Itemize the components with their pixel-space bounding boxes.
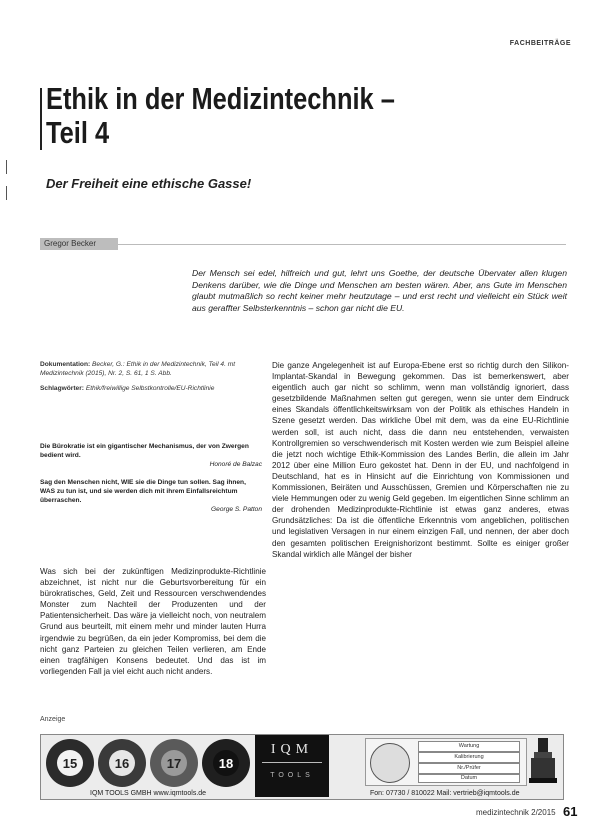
- author-divider: [118, 244, 566, 245]
- card-row: Kalibrierung: [418, 752, 520, 763]
- section-tag: FACHBEITRÄGE: [509, 40, 571, 47]
- inspection-label-card: [365, 738, 527, 786]
- body-column-left: Was sich bei der zukünftigen Medizinprodukte-Richtlinie abzeichnet, ist nicht nur die Geburtsvorbereitung für ein bürokratisches, Geld, Zeit und Ressourcen verschwendendes Monster zum Nachteil der Produzenten und der Patientensicherheit. Das wäre ja vielleicht noch, von neutralem Grund aus beurteilt, mit einem mehr und minder lauten Hurra irgendwie zu begrüßen, da ein jeder Kompromiss, bei dem die nicht ganz Parteien zu gleichen Teilen verlieren, am Ende einen tragfähigen Konsens bedeutet. Und das ist im vorliegenden Fall ja viel eicht auch nicht anders.: [40, 567, 266, 676]
- badge-18: [202, 739, 250, 787]
- badge-15: [46, 739, 94, 787]
- meta-documentation: [40, 360, 262, 378]
- meta-keywords-label: Schlagwörter:: [40, 385, 84, 392]
- meta-keywords-text: Ethik/freiwillige Selbstkontrolle/EU-Richtlinie: [85, 385, 215, 392]
- article-subtitle: Der Freiheit eine ethische Gasse!: [46, 176, 252, 191]
- article-title: [46, 82, 472, 150]
- article-lead: Der Mensch sei edel, hilfreich und gut, lehrt uns Goethe, der deutsche Übervater allen klugen Denkens darüber, wie die Dinge und Menschen am besten wären. Aber, ans Gute im Menschen glaubt mutmaßlich so recht keiner mehr heutzutage – und erst recht und vielleicht ein Stück weit aus geraffter Selbsterkenntnis – schon gar nicht die EU.: [192, 268, 567, 313]
- badge-15-number: 15: [62, 756, 78, 771]
- iqm-logo-sub: TOOLS: [270, 772, 314, 779]
- quote-1: [40, 442, 262, 469]
- page-number: 61: [563, 804, 578, 819]
- quote-1-source: Honoré de Balzac: [209, 461, 262, 468]
- quote-2-text: Sag den Menschen nicht, WIE sie die Dinge tun sollen. Sag ihnen, WAS zu tun ist, und sie werden dich mit ihrem Einfallsreichtum überraschen.: [40, 479, 246, 504]
- card-row: Wartung: [418, 741, 520, 752]
- iqm-logo-main: IQM: [270, 742, 314, 757]
- badge-17: [150, 739, 198, 787]
- quote-2-source: George S. Patton: [211, 506, 262, 513]
- margin-mark: [6, 160, 7, 174]
- badge-16-number: 16: [114, 756, 130, 771]
- meta-doc-label: Dokumentation:: [40, 361, 91, 368]
- ad-contact-text[interactable]: Fon: 07730 / 810022 Mail: vertrieb@iqmtools.de: [370, 790, 520, 797]
- margin-mark: [6, 186, 7, 200]
- ad-company-text[interactable]: IQM TOOLS GMBH www.iqmtools.de: [90, 790, 207, 797]
- title-rule: [40, 88, 42, 150]
- stamp-icon: [528, 736, 558, 786]
- badge-16: [98, 739, 146, 787]
- title-line-1: Ethik in der Medizintechnik –: [46, 81, 395, 116]
- ad-label: Anzeige: [40, 716, 66, 723]
- author-name: Gregor Becker: [44, 239, 97, 248]
- quote-2: [40, 478, 262, 514]
- card-row: Datum: [418, 774, 520, 783]
- body-column-right: Die ganze Angelegenheit ist auf Europa-Ebene erst so richtig durch den Silikon-Implantat-Skandal in Bewegung gekommen. Das ist bemerkenswert, aber eigentlich auch gar nicht so schlimm, wenn man vollständig ignoriert, dass gesetzbildende Maßnahmen selten gut geregen, wenn sie unter dem Eindruck eines Skandals öffentlichkeitswirksam von der Politik als ethisches Handeln in Szene gesetzt werden. Das wirkliche Übel mit dem, was da eine EU-Richtlinie werden soll, ist auch nicht, dass die dann neu entstehenden, verwaisten Kontrollgremien so verschwenderisch mit Kosten werden wie zum Beispiel alleine die jetzt noch wichtige Ethik-Kommission des Landes Berlin, die allein im Jahr 2012 über eine Million Euro gekostet hat. Denn in der EU, und nachfolgend in Deutschland, hat es in Hinsicht auf die Einrichtung von Kommissionen und Kommissionen, Beiräten und Ausschüssen, Gremien und Körperschaften nie zu viele Hemmungen oder zu wenig Geld gegeben. Im eigentlichen Sinne schlimm an der drohenden Medizinprodukte-Richtlinie ist etwas ganz anderes, etwas Grundsätzliches: Da ist die öffentliche Erkenntnis vom angeblichen, politischen und legislativen Versagen in nur einem einzigen Fall, und nennen, der aber doch den gesamten politischen Ereignishorizont bestimmt. Sollte es einiger großer Skandal wirklich alle Mängel der bisher: [272, 361, 569, 559]
- inspection-badges: [44, 737, 252, 789]
- footer-magazine: medizintechnik 2/2015: [476, 808, 556, 817]
- quote-1-text: Die Bürokratie ist ein gigantischer Mechanismus, der von Zwergen bedient wird.: [40, 443, 249, 459]
- card-row: Nr./Prüfer: [418, 763, 520, 774]
- badge-18-number: 18: [218, 756, 234, 771]
- meta-keywords: [40, 384, 262, 393]
- iqm-logo-divider: [262, 762, 322, 763]
- seal-icon: [370, 743, 410, 783]
- title-line-2: Teil 4: [46, 115, 110, 150]
- badge-17-number: 17: [166, 756, 182, 771]
- meta-doc-text: Becker, G.: Ethik in der Medizintechnik, Teil 4. mt Medizintechnik (2015), Nr. 2, S. 61, 1 S. Abb.: [40, 361, 236, 377]
